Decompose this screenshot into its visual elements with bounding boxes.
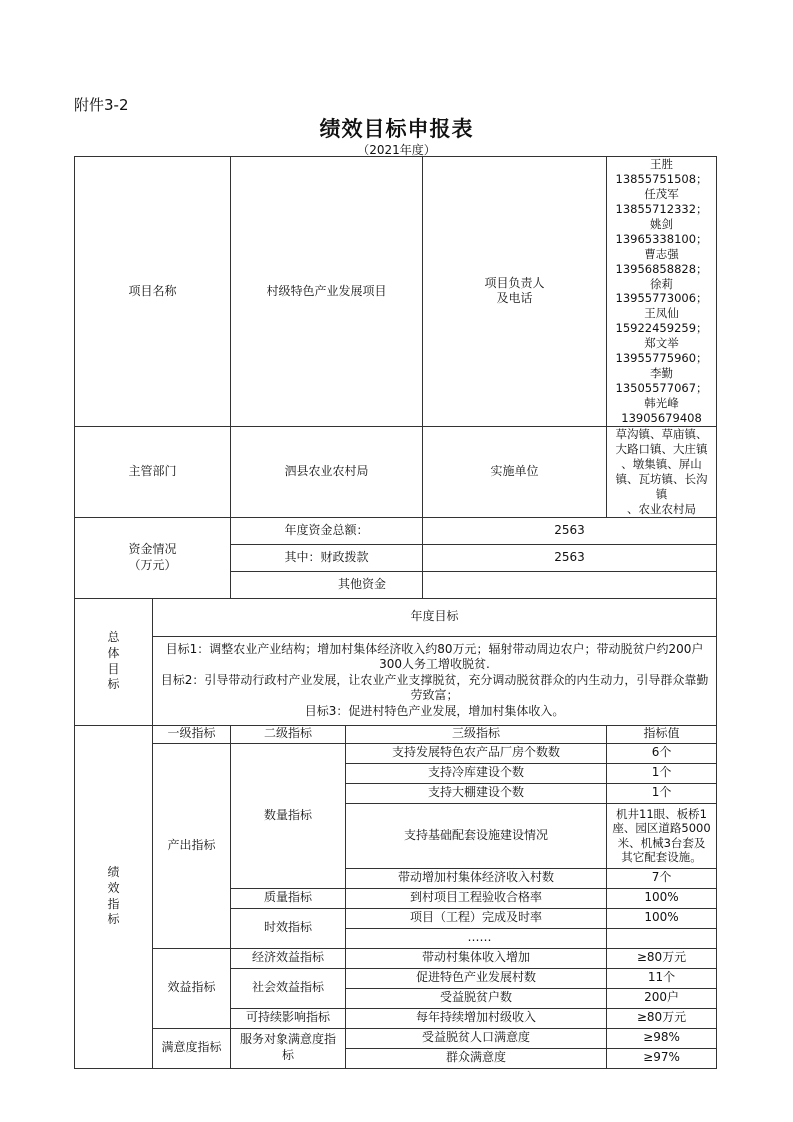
overall-goal-char: 总	[107, 630, 120, 645]
indicator-name: 促进特色产业发展村数	[346, 968, 607, 988]
output-indicator-label: 产出指标	[153, 743, 231, 948]
contact-line: 15922459259；郑文举	[615, 321, 708, 351]
department-label: 主管部门	[75, 426, 231, 517]
contact-line: 韩光峰13905679408	[621, 396, 702, 425]
satisfaction-indicator-label: 满意度指标	[153, 1028, 231, 1068]
goal-item: 目标1：调整农业产业结构；增加村集体经济收入约80万元；辐射带动周边农户；带动脱贫户约200户300人务工增收脱贫.	[165, 641, 704, 672]
indicator-name: 支持大棚建设个数	[346, 783, 607, 803]
project-name-value: 村级特色产业发展项目	[231, 157, 423, 427]
indicator-name: 支持发展特色农产品厂房个数数	[346, 743, 607, 763]
annual-goal-text	[153, 636, 717, 725]
implementer-line: 、农业农村局	[627, 501, 697, 516]
indicator-value: 100%	[607, 888, 717, 908]
annual-goal-label: 年度目标	[153, 598, 717, 636]
service-satisfaction-line: 服务对象满意度指	[240, 1032, 337, 1047]
indicator-name: 到村项目工程验收合格率	[346, 888, 607, 908]
overall-goal-char: 目	[107, 661, 120, 676]
implementer-label: 实施单位	[423, 426, 607, 517]
timeliness-indicator-label: 时效指标	[231, 908, 346, 948]
project-name-label: 项目名称	[75, 157, 231, 427]
indicator-value: 11个	[607, 968, 717, 988]
indicator-name: 支持基础配套设施建设情况	[346, 803, 607, 868]
indicator-value: ≥97%	[607, 1048, 717, 1068]
contact-line: 13955773006；王凤仙	[615, 291, 708, 321]
perf-indicator-label	[75, 725, 153, 1068]
implementer-line: 、墩集镇、屏山镇、瓦坊镇、长沟镇	[615, 456, 708, 501]
perf-indicator-char: 绩	[107, 865, 120, 880]
attachment-label: 附件3-2	[74, 96, 129, 114]
contact-line: 13955775960；李勤13505577067；	[615, 351, 708, 396]
indicator-name: ……	[346, 928, 607, 948]
indicator-value: ≥98%	[607, 1028, 717, 1048]
funds-fiscal-value: 2563	[423, 544, 717, 571]
page-title: 绩效目标申报表	[319, 117, 474, 141]
indicator-name: 支持冷库建设个数	[346, 763, 607, 783]
indicator-value-line: 其它配套设施。	[621, 849, 702, 864]
contact-value	[607, 157, 717, 427]
implementer-line: 草沟镇、草庙镇、大路口镇、大庄镇	[615, 426, 708, 456]
contact-line: 曹志强13956858828；徐莉	[615, 246, 708, 291]
service-satisfaction-line: 标	[282, 1048, 295, 1062]
economic-indicator-label: 经济效益指标	[231, 948, 346, 968]
sustain-indicator-label: 可持续影响指标	[231, 1008, 346, 1028]
indicator-value: 1个	[607, 763, 717, 783]
contact-line: 王胜13855751508；任茂军	[615, 157, 708, 201]
funds-total-label: 年度资金总额：	[231, 517, 423, 544]
funds-total-value: 2563	[423, 517, 717, 544]
indicator-value: 200户	[607, 988, 717, 1008]
contact-label-line: 及电话	[496, 291, 533, 306]
performance-target-form	[74, 156, 717, 1069]
goal-item: 目标3：促进村特色产业发展，增加村集体收入。	[304, 703, 565, 718]
funds-label-line: 资金情况	[128, 541, 177, 556]
implementer-value	[607, 426, 717, 517]
col-level1-header: 一级指标	[153, 725, 231, 743]
funds-other-value	[423, 571, 717, 598]
social-indicator-label: 社会效益指标	[231, 968, 346, 1008]
col-value-header: 指标值	[607, 725, 717, 743]
perf-indicator-char: 指	[107, 896, 120, 911]
year-label: （2021年度）	[357, 143, 436, 157]
indicator-name: 每年持续增加村级收入	[346, 1008, 607, 1028]
funds-fiscal-label: 其中：财政拨款	[231, 544, 423, 571]
indicator-value: 7个	[607, 868, 717, 888]
quality-indicator-label: 质量指标	[231, 888, 346, 908]
perf-indicator-char: 标	[107, 912, 120, 927]
indicator-value-line: 机井11眼、板桥1	[616, 806, 707, 821]
indicator-name: 带动村集体收入增加	[346, 948, 607, 968]
indicator-value	[607, 803, 717, 868]
overall-goal-char: 标	[107, 677, 120, 692]
indicator-value	[607, 928, 717, 948]
contact-label-line: 项目负责人	[484, 275, 545, 290]
service-satisfaction-label	[231, 1028, 346, 1068]
col-level2-header: 二级指标	[231, 725, 346, 743]
contact-label	[423, 157, 607, 427]
indicator-name: 项目（工程）完成及时率	[346, 908, 607, 928]
contact-line: 13855712332；姚剑13965338100；	[615, 201, 708, 246]
indicator-value: 6个	[607, 743, 717, 763]
col-level3-header: 三级指标	[346, 725, 607, 743]
perf-indicator-char: 效	[107, 880, 120, 895]
indicator-name: 受益脱贫人口满意度	[346, 1028, 607, 1048]
funds-label	[75, 517, 231, 598]
benefit-indicator-label: 效益指标	[153, 948, 231, 1028]
funds-label-line: （万元）	[128, 557, 177, 572]
indicator-name: 群众满意度	[346, 1048, 607, 1068]
quantity-indicator-label: 数量指标	[231, 743, 346, 888]
overall-goal-label	[75, 598, 153, 725]
goal-item: 目标2：引导带动行政村产业发展，让农业产业支撑脱贫，充分调动脱贫群众的内生动力，引导群众靠勤劳致富；	[160, 672, 709, 703]
indicator-value: ≥80万元	[607, 1008, 717, 1028]
indicator-value-line: 米、机械3台套及	[617, 835, 706, 850]
funds-other-label: 其他资金	[231, 571, 423, 598]
indicator-name: 受益脱贫户数	[346, 988, 607, 1008]
indicator-value: 100%	[607, 908, 717, 928]
indicator-value: ≥80万元	[607, 948, 717, 968]
indicator-value-line: 座、园区道路5000	[612, 821, 711, 836]
indicator-value: 1个	[607, 783, 717, 803]
indicator-name: 带动增加村集体经济收入村数	[346, 868, 607, 888]
department-value: 泗县农业农村局	[231, 426, 423, 517]
overall-goal-char: 体	[107, 645, 120, 660]
